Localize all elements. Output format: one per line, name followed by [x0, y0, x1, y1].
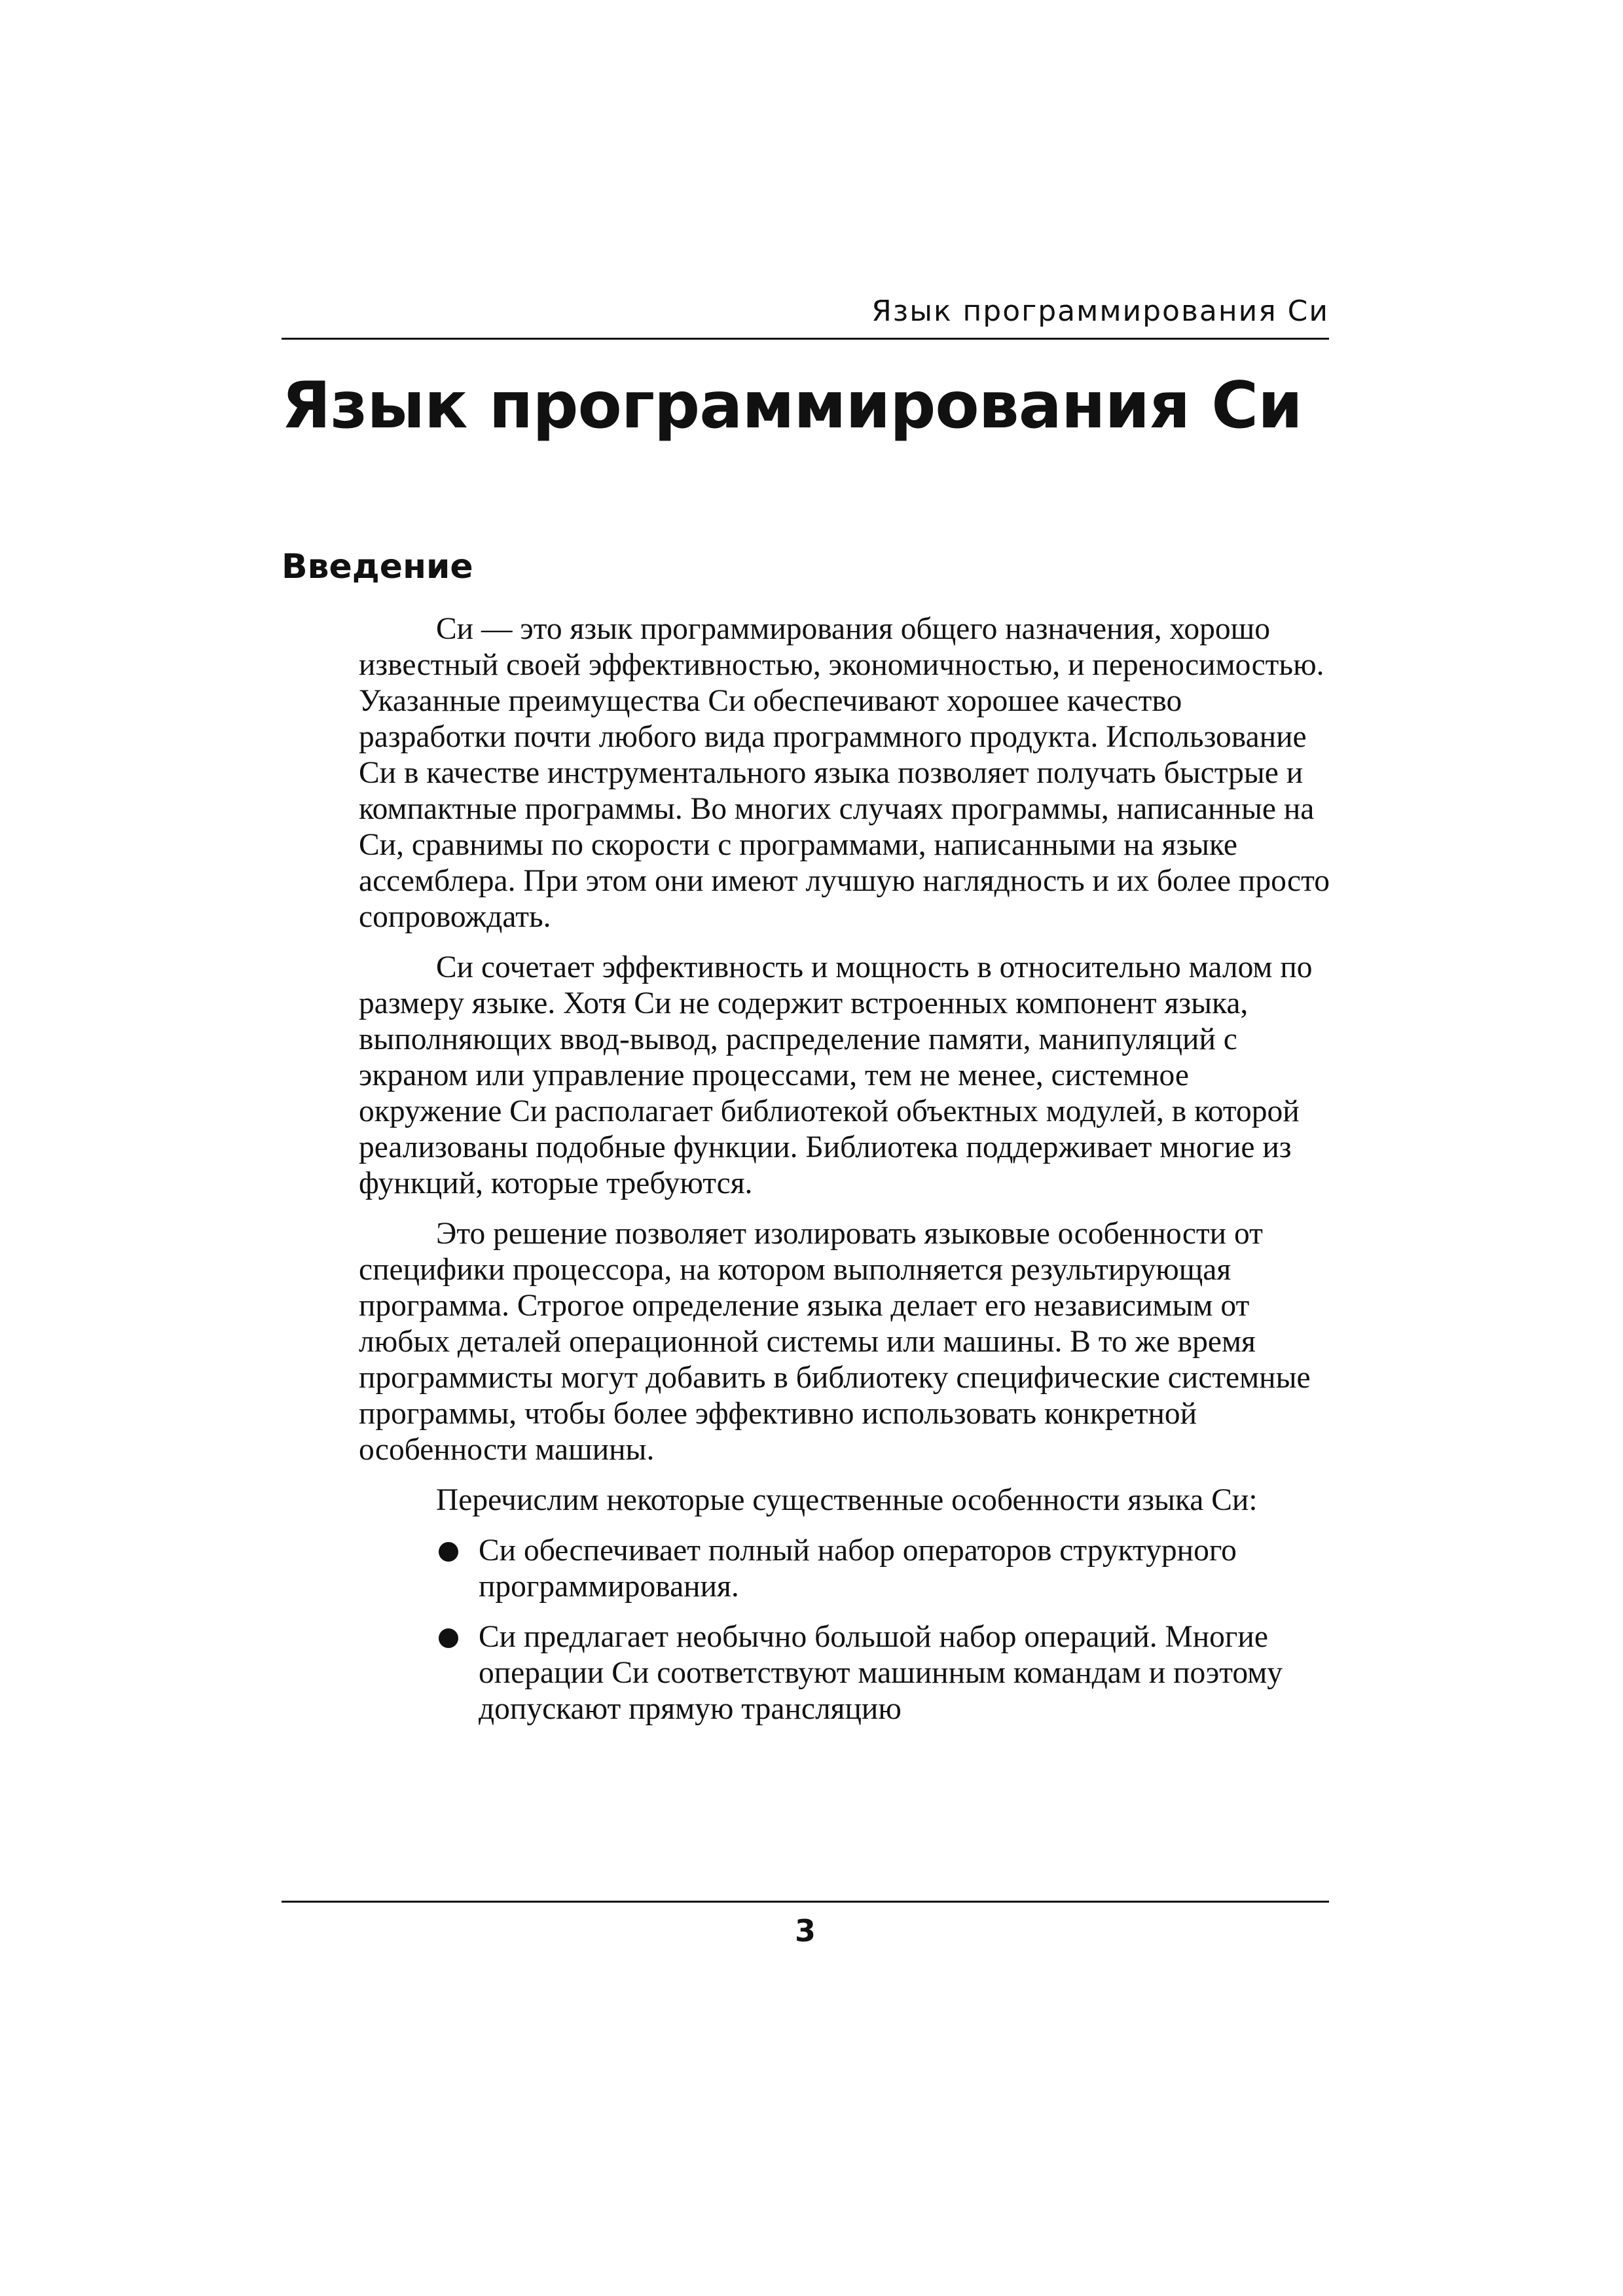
list-item: [359, 1533, 1334, 1605]
running-head: Язык программирования Си: [871, 295, 1329, 328]
bullet-icon: [439, 1628, 458, 1648]
chapter-title: Язык программирования Си: [282, 368, 1302, 443]
section-title: Введение: [282, 547, 473, 586]
list-item-text: Си обеспечивает полный набор операторов структурного программирования.: [479, 1534, 1237, 1604]
paragraph-4: Перечислим некоторые существенные особенности языка Си:: [436, 1483, 1258, 1517]
paragraph-3: Это решение позволяет изолировать языковые особенности от специфики процессора, на котором выполняется результирующая программа. Строгое определение языка делает его независимым от любых деталей операционной системы или машины. В то же время программисты могут добавить в библиотеку специфические системные программы, чтобы более эффективно использовать конкретной особенности машины.: [359, 1217, 1311, 1467]
footer-rule: [282, 1901, 1329, 1903]
body-text: [359, 611, 1334, 1742]
list-item-text: Си предлагает необычно большой набор операций. Многие операции Си соответствуют машинным командам и поэтому допускают прямую трансляцию: [479, 1620, 1283, 1726]
paragraph-2: Си сочетает эффективность и мощность в относительно малом по размеру языке. Хотя Си не содержит встроенных компонент языка, выполняющих ввод-вывод, распределение памяти, манипуляций с экраном или управление процессами, тем не менее, системное окружение Си располагает библиотекой объектных модулей, в которой реализованы подобные функции. Библиотека поддерживает многие из функций, которые требуются.: [359, 950, 1313, 1200]
page-number: 3: [794, 1913, 816, 1948]
header-rule: [282, 338, 1329, 340]
bullet-icon: [439, 1542, 458, 1562]
list-item: [359, 1619, 1334, 1727]
feature-list: [359, 1533, 1334, 1727]
paragraph-1: Си — это язык программирования общего назначения, хорошо известный своей эффективностью, экономичностью, и переносимостью. Указанные преимущества Си обеспечивают хорошее качество разработки почти любого вида программного продукта. Использование Си в качестве инструментального языка позволяет получать быстрые и компактные программы. Во многих случаях программы, написанные на Си, сравнимы по скорости с программами, написанными на языке ассемблера. При этом они имеют лучшую наглядность и их более просто сопровождать.: [359, 612, 1330, 934]
